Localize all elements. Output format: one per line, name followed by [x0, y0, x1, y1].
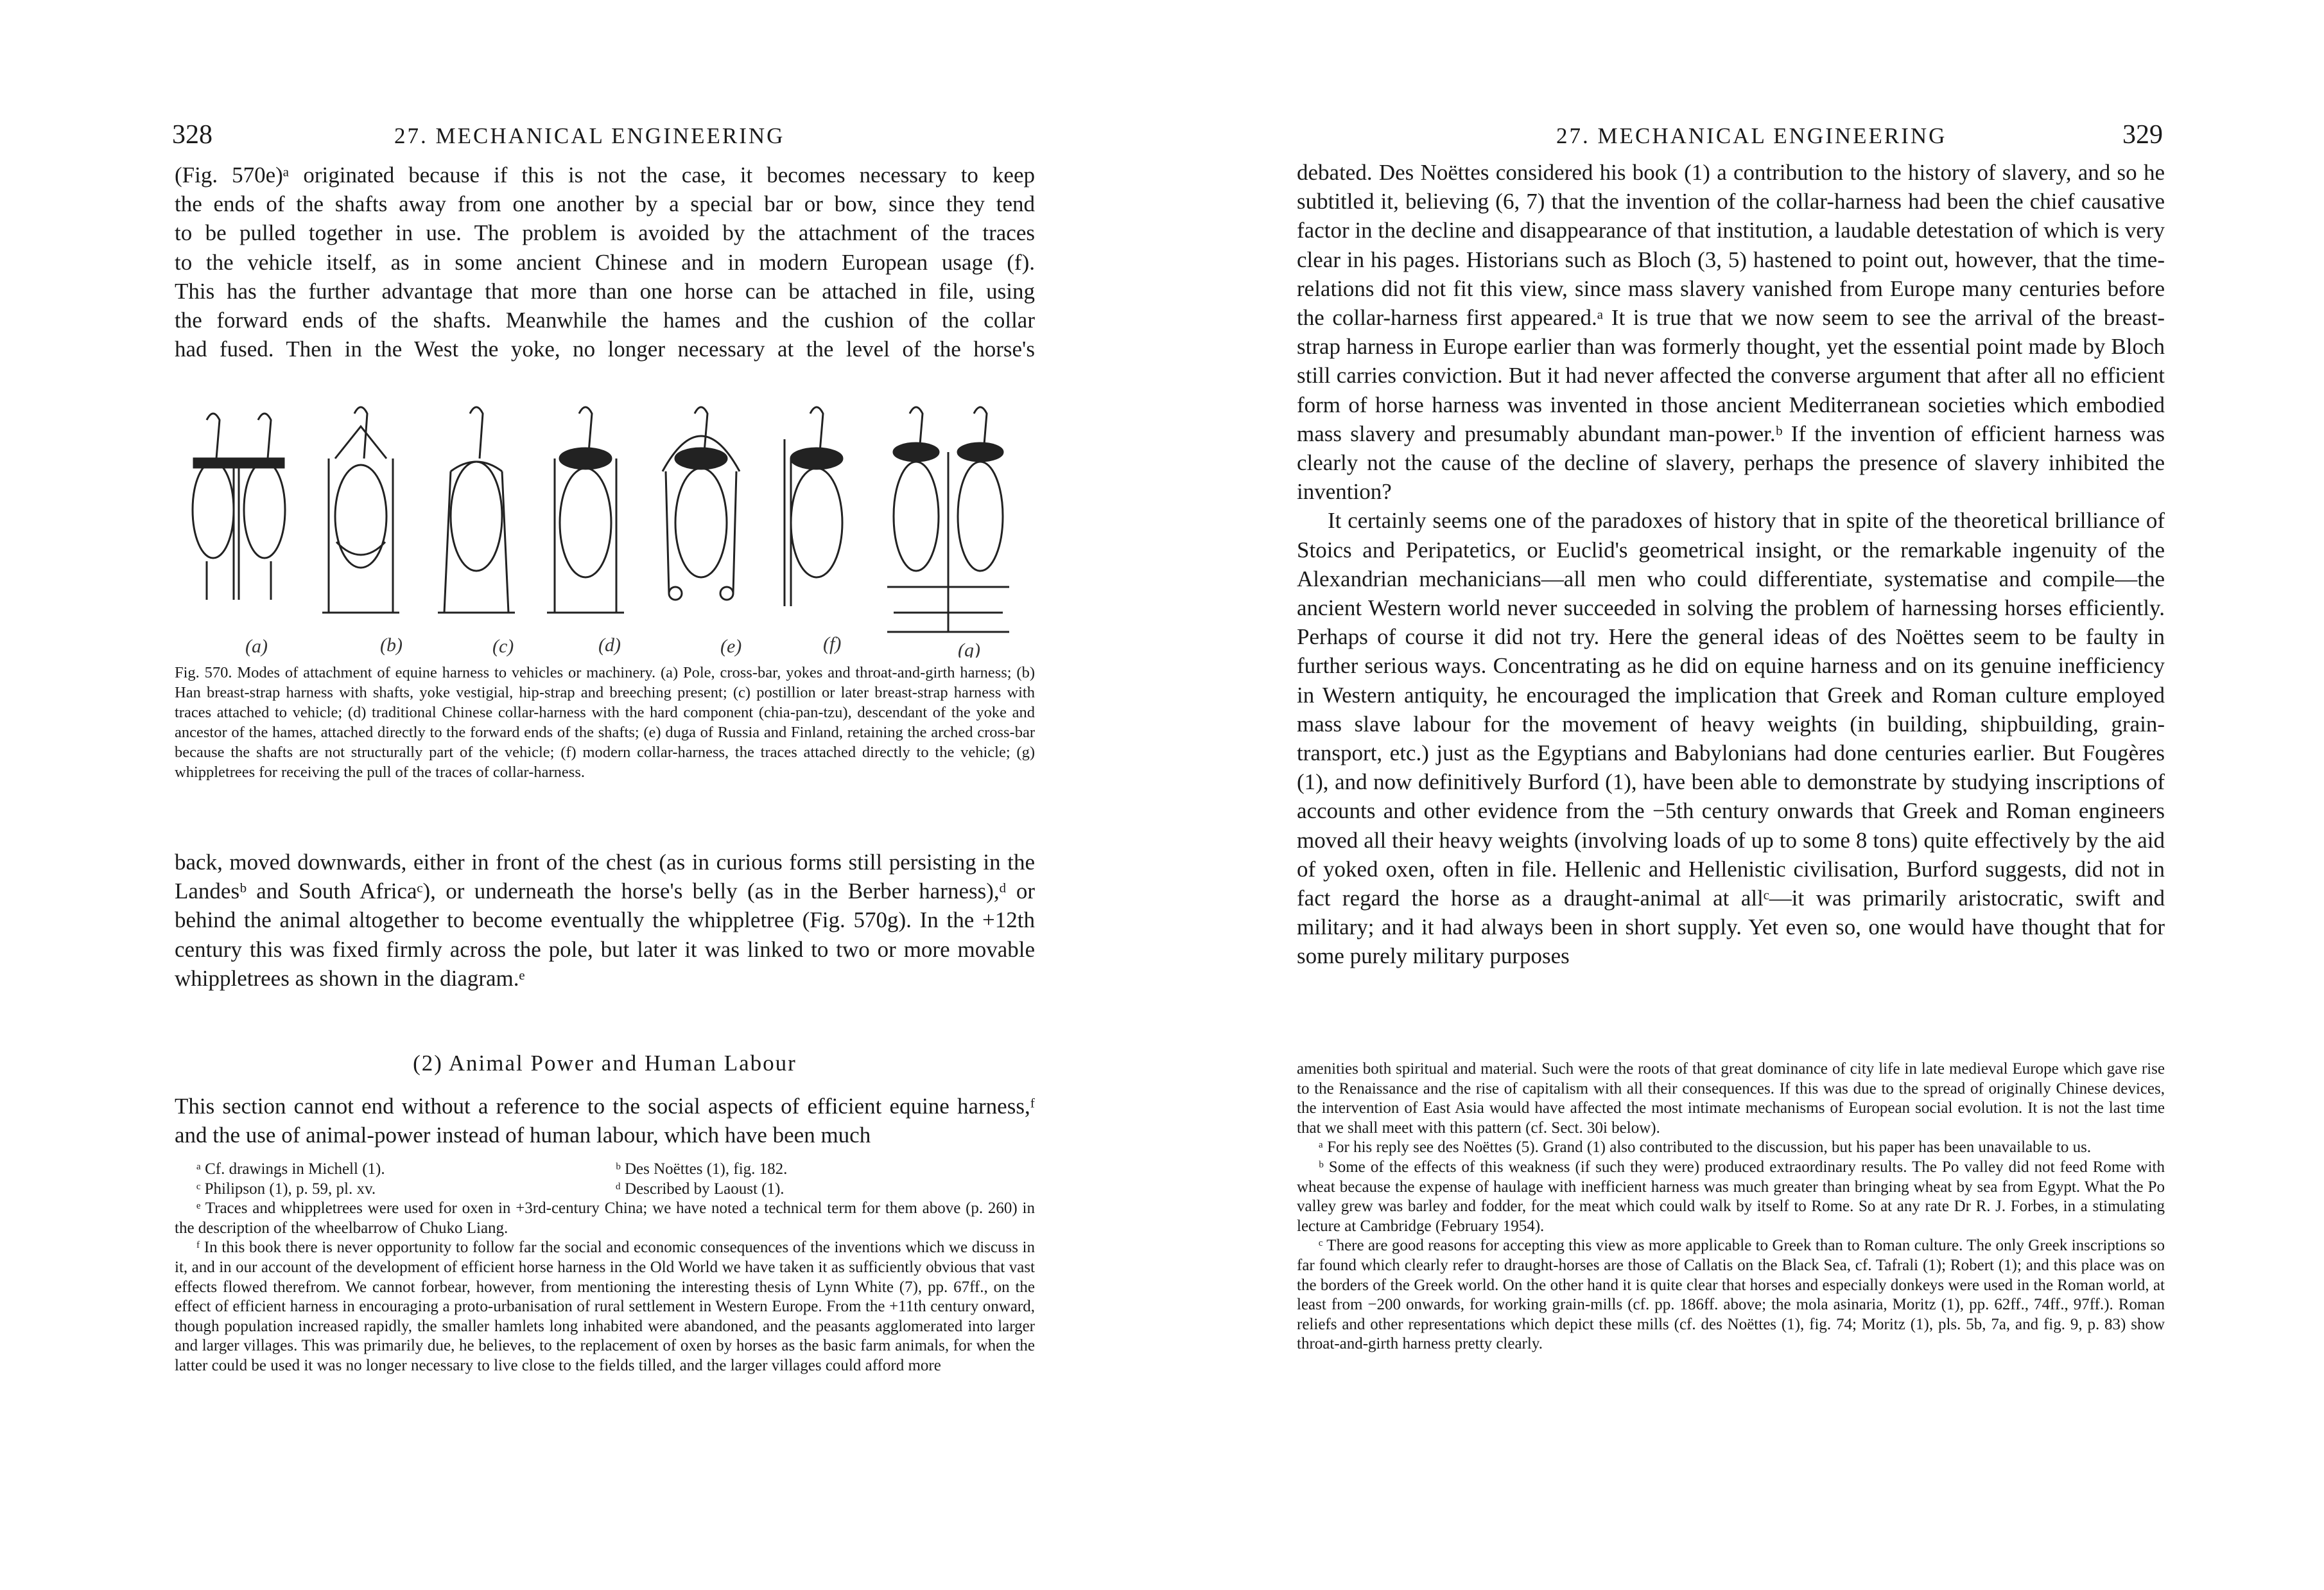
fig-label-f: (f)	[823, 633, 842, 654]
text-line: to the vehicle itself, as in some ancient Chinese and in modern European usage (f).	[175, 249, 1035, 275]
page-number: 328	[172, 120, 212, 150]
running-head: 27. MECHANICAL ENGINEERING	[394, 123, 785, 148]
body-paragraph-2	[175, 848, 1035, 993]
text-line: to be pulled together in use. The problem is avoided by the attachment of the traces	[175, 220, 1035, 246]
body-paragraph-1	[1297, 158, 2165, 971]
body-paragraph-3	[175, 1092, 1035, 1149]
diagram-c	[438, 407, 515, 613]
figure-caption: Fig. 570. Modes of attachment of equine harness to vehicles or machinery. (a) Pole, cross-bar, yokes and throat-and-girth harness; (b) Han breast-strap harness with shafts, yoke vestigial, hip-strap and breeching present; (c) postillion or later breast-strap harness with traces attached to vehicle; (d) traditional Chinese collar-harness with the hard component (chia-pan-tzu), descendant of the yoke and ancestor of the hames, attached directly to the forward ends of the shafts; (e) duga of Russia and Finland, retaining the arched cross-bar because the shafts are not structurally part of the vehicle; (f) modern collar-harness, the traces attached directly to the vehicle; (g) whippletrees for receiving the pull of the traces of collar-harness.	[175, 664, 1035, 781]
harness-illustration	[175, 388, 1035, 658]
footnote-continuation: amenities both spiritual and material. Such were the roots of that great dominance of city life in late medieval Europe which gave rise to the Renaissance and the rise of capitalism with all their consequences. If this was due to the spread of originally Chinese devices, the intervention of East Asia would have affected the most intimate mechanisms of European social evolution. It is not the last time that we shall meet with this pattern (cf. Sect. 30i below).	[1297, 1060, 2165, 1137]
footnote-a: ᵃ Cf. drawings in Michell (1).	[196, 1160, 385, 1178]
footnote-d: ᵈ Described by Laoust (1).	[616, 1180, 785, 1198]
footnote-a: ᵃ For his reply see des Noëttes (5). Grand (1) also contributed to the discussion, but his paper has been unavailable to us.	[1319, 1139, 2092, 1157]
paragraph-text: back, moved downwards, either in front of the chest (as in curious forms still persisting in the Landesᵇ and South Africaᶜ), or underneath the horse's belly (as in the Berber harness),ᵈ or behind the animal altogether to become eventually the whippletree (Fig. 570g). In the +12th century this was fixed firmly across the pole, but later it was linked to two or more movable whippletrees as shown in the diagram.ᵉ	[175, 850, 1035, 991]
diagram-e	[663, 407, 740, 600]
paragraph-text: It certainly seems one of the paradoxes of history that in spite of the theoretical brilliance of Stoics and Peripatetics, or Euclid's geometrical insight, or the remarkable ingenuity of the Alexandrian mechanicians—all men who could differentiate, systematise and compile—the ancient Western world never succeeded in solving the problem of harnessing horses efficiently. Perhaps of course it did not try. Here the general ideas of des Noëttes seem to be faulty in further serious ways. Concentrating as he did on equine harness and on its genuine inefficiency in Western antiquity, he encouraged the implication that Greek and Roman culture employed mass slave labour for the movement of heavy weights (in building, shipbuilding, grain-transport, etc.) just as the Egyptians and Babylonians had done centuries earlier. But Fougères (1), and now definitively Burford (1), have been able to demonstrate by studying inscriptions of accounts and other evidence from the −5th century onwards that Greek and Roman engineers moved all their heavy weights (involving loads of up to some 8 tons) quite effectively by the aid of yoked oxen, often in file. Hellenic and Hellenistic civilisation, Burford suggests, did not in fact regard the horse as a draught-animal at allᶜ—it was primarily aristocratic, swift and military; and it had always been in short supply. Yet even so, one would have thought that for some purely military purposes	[1297, 508, 2165, 969]
section-heading: (2) Animal Power and Human Labour	[413, 1051, 797, 1076]
footnotes	[175, 1160, 1035, 1376]
footnote-row	[175, 1160, 1035, 1180]
text-line: the ends of the shafts away from one another by a special bar or bow, since they tend	[175, 191, 1035, 217]
fig-label-c: (c)	[492, 636, 514, 657]
diagram-f	[785, 407, 842, 606]
footnote-b: ᵇ Some of the effects of this weakness (if such they were) produced extraordinary results. The Po valley did not feed Rome with wheat because the expense of haulage with inefficient harness was much greater than bringing wheat by sea from Egypt. What the Po valley grew was barley and fodder, for the meat which could walk by itself to Rome. So at any rate Dr R. J. Forbes, in a stimulating lecture at Cambridge (February 1954).	[1297, 1158, 2165, 1235]
text-line: (Fig. 570e)ᵃ originated because if this is not the case, it becomes necessary to keep	[175, 162, 1035, 188]
text-line: had fused. Then in the West the yoke, no longer necessary at the level of the horse's	[175, 336, 1035, 362]
diagram-b	[322, 407, 399, 613]
fig-label-g: (g)	[958, 640, 980, 658]
diagram-a	[193, 414, 285, 600]
footnote-f: ᶠ In this book there is never opportunity to follow far the social and economic consequences of the inventions which we discuss in it, and in our account of the development of efficient horse harness in the Old World we have taken it as sufficiently obvious that vast effects flowed therefrom. We cannot forbear, however, from mentioning the interesting thesis of Lynn White (7), pp. 67ff., on the effect of efficient harness in encouraging a proto-urbanisation of rural settlement in Western Europe. From the +11th century onward, though population increased rapidly, the smaller hamlets long inhabited were abandoned, and the peasants agglomerated into larger and larger villages. This was primarily due, he believes, to the replacement of oxen by horses as the basic farm animals, for when the latter could be used it was no longer necessary to live close to the fields tilled, and the larger villages could afford more	[175, 1239, 1035, 1374]
paragraph-text: debated. Des Noëttes considered his book (1) a contribution to the history of slavery, and so he subtitled it, believing (6, 7) that the invention of the collar-harness had been the chief causative factor in the decline and disappearance of that institution, a laudable detestation of which is very clear in his pages. Historians such as Bloch (3, 5) hastened to point out, however, that the time-relations did not fit this view, since mass slavery vanished from Europe many centuries before the collar-harness first appeared.ᵃ It is true that we now seem to see the arrival of the breast-strap harness in Europe earlier than was formerly thought, yet the essential point made by Bloch still carries conviction. But it had never affected the converse argument that after all no efficient form of horse harness was invented in those ancient Mediterranean societies which embodied mass slavery and presumably abundant man-power.ᵇ If the invention of efficient harness was clearly not the cause of the decline of slavery, perhaps the presence of slavery inhibited the invention?	[1297, 160, 2165, 505]
footnote-c: ᶜ There are good reasons for accepting this view as more applicable to Greek than to Roman culture. The only Greek inscriptions so far found which clearly refer to draught-horses are those of Callatis on the Black Sea, cf. Tafrali (1); Robert (1); and this place was on the borders of the Greek world. On the other hand it is quite clear that horses and especially donkeys were used in the Roman world, at least from −200 onwards, for working grain-mills (cf. pp. 186ff. above; the mola asinaria, Moritz (1), pp. 62ff., 74ff., 97ff.). Roman reliefs and other representations which depict these mills (cf. des Noëttes (1), fig. 74; Moritz (1), pls. 5b, 7a, and fig. 9, p. 83) show throat-and-girth harness pretty clearly.	[1297, 1237, 2165, 1353]
footnote-row	[175, 1180, 1035, 1200]
footnote-b: ᵇ Des Noëttes (1), fig. 182.	[616, 1160, 788, 1178]
diagram-d	[547, 407, 624, 613]
footnotes	[1297, 1060, 2165, 1354]
footnote-e: ᵉ Traces and whippletrees were used for oxen in +3rd-century China; we have noted a technical term for them above (p. 260) in the description of the wheelbarrow of Chuko Liang.	[175, 1200, 1035, 1237]
diagram-g	[887, 407, 1009, 632]
fig-label-e: (e)	[720, 636, 742, 657]
page-number: 329	[2122, 120, 2163, 150]
figure-harness-diagrams	[175, 388, 1035, 658]
text-line: the forward ends of the shafts. Meanwhile the hames and the cushion of the collar	[175, 308, 1035, 333]
right-page	[1162, 0, 2324, 1590]
fig-label-b: (b)	[380, 634, 403, 656]
text-line: This has the further advantage that more than one horse can be attached in file, using	[175, 278, 1035, 304]
fig-label-a: (a)	[245, 636, 268, 657]
footnote-c: ᶜ Philipson (1), p. 59, pl. xv.	[196, 1180, 376, 1198]
body-paragraph-1	[175, 161, 1035, 363]
running-head: 27. MECHANICAL ENGINEERING	[1556, 123, 1947, 148]
paragraph-text: This section cannot end without a reference to the social aspects of efficient equine harness,ᶠ and the use of animal-power instead of human labour, which have been much	[175, 1094, 1035, 1148]
fig-label-d: (d)	[598, 634, 621, 656]
